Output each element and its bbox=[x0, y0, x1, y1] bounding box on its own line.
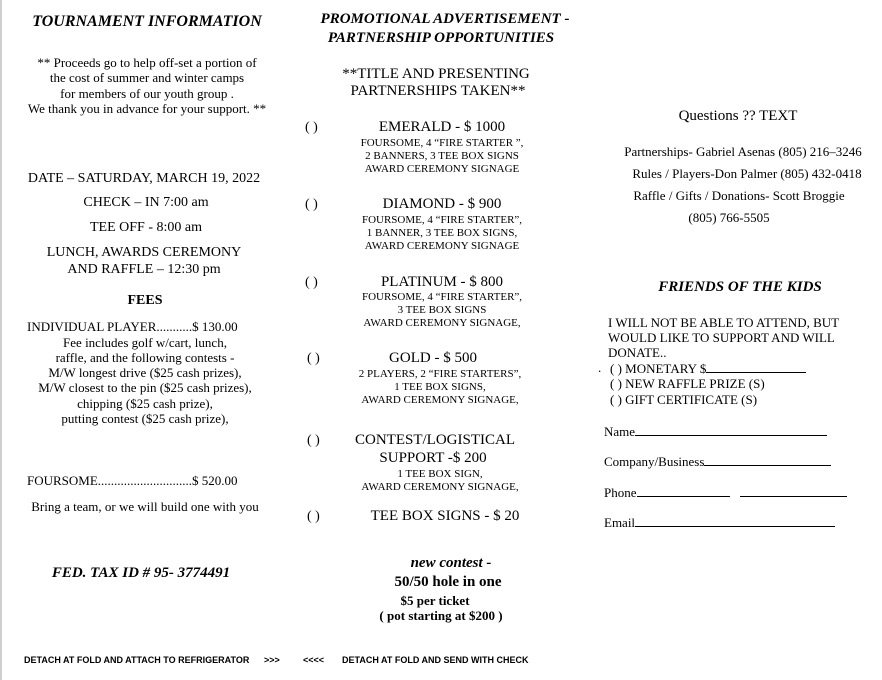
gold-tier: GOLD - $ 500 bbox=[389, 350, 477, 366]
phone-field[interactable] bbox=[604, 485, 847, 501]
phone-line-1[interactable] bbox=[637, 485, 730, 497]
arrows-left: <<<< bbox=[303, 655, 325, 665]
monetary-option[interactable] bbox=[610, 361, 806, 377]
proceeds-line-1: ** Proceeds go to help off-set a portion of bbox=[37, 55, 257, 70]
contest-detail-2: AWARD CEREMONY SIGNAGE, bbox=[361, 481, 519, 493]
company-line[interactable] bbox=[704, 454, 831, 466]
hole-in-one-title: 50/50 hole in one bbox=[394, 574, 502, 590]
platinum-checkbox[interactable]: ( ) bbox=[305, 275, 318, 290]
name-field[interactable] bbox=[604, 424, 827, 440]
tournament-info-title: TOURNAMENT INFORMATION bbox=[32, 13, 262, 30]
phone-line-2[interactable] bbox=[740, 485, 847, 497]
raffle-prize-option[interactable]: ( ) NEW RAFFLE PRIZE (S) bbox=[610, 376, 765, 391]
contest-tier-line-2: SUPPORT -$ 200 bbox=[379, 450, 487, 466]
fee-detail-4: M/W closest to the pin ($25 cash prizes), bbox=[38, 380, 252, 395]
company-field[interactable] bbox=[604, 454, 831, 470]
bring-team-note: Bring a team, or we will build one with you bbox=[31, 499, 259, 514]
emerald-detail-3: AWARD CEREMONY SIGNAGE bbox=[364, 163, 520, 175]
gift-certificate-option[interactable]: ( ) GIFT CERTIFICATE (S) bbox=[610, 392, 758, 407]
donate-line-3: DONATE.. bbox=[608, 345, 667, 360]
pot-starting: ( pot starting at $200 ) bbox=[379, 608, 503, 623]
name-label: Name bbox=[604, 424, 636, 439]
diamond-detail-1: FOURSOME, 4 “FIRE STARTER”, bbox=[361, 214, 523, 226]
platinum-detail-2: 3 TEE BOX SIGNS bbox=[397, 304, 487, 316]
lunch-line-1: LUNCH, AWARDS CEREMONY bbox=[46, 245, 242, 260]
bullet-dot: . bbox=[598, 360, 602, 375]
fee-detail-1: Fee includes golf w/cart, lunch, bbox=[63, 335, 227, 350]
phone-label: Phone bbox=[604, 485, 637, 500]
platinum-detail-1: FOURSOME, 4 “FIRE STARTER”, bbox=[361, 291, 523, 303]
ticket-price: $5 per ticket bbox=[400, 593, 470, 608]
company-label: Company/Business bbox=[604, 454, 705, 469]
teeoff-time: TEE OFF - 8:00 am bbox=[90, 220, 202, 235]
diamond-detail-2: 1 BANNER, 3 TEE BOX SIGNS, bbox=[366, 227, 518, 239]
diamond-checkbox[interactable]: ( ) bbox=[305, 197, 318, 212]
promo-title-line-1: PROMOTIONAL ADVERTISEMENT - bbox=[320, 11, 570, 27]
diamond-detail-3: AWARD CEREMONY SIGNAGE bbox=[364, 240, 520, 252]
fees-heading: FEES bbox=[127, 293, 163, 308]
detach-right-instruction: DETACH AT FOLD AND SEND WITH CHECK bbox=[342, 655, 529, 665]
detach-left-instruction: DETACH AT FOLD AND ATTACH TO REFRIGERATOR bbox=[24, 655, 250, 665]
donate-line-2: WOULD LIKE TO SUPPORT AND WILL bbox=[608, 330, 835, 345]
teebox-checkbox[interactable]: ( ) bbox=[307, 509, 320, 524]
new-contest-label: new contest - bbox=[410, 555, 492, 571]
checkin-time: CHECK – IN 7:00 am bbox=[83, 195, 209, 210]
event-date: DATE – SATURDAY, MARCH 19, 2022 bbox=[27, 171, 261, 186]
foursome-fee: FOURSOME.............................$ 520.00 bbox=[27, 473, 238, 488]
proceeds-line-2: the cost of summer and winter camps bbox=[49, 70, 245, 85]
platinum-tier: PLATINUM - $ 800 bbox=[380, 274, 504, 290]
contact-rules: Rules / Players-Don Palmer (805) 432-0418 bbox=[632, 166, 862, 181]
platinum-detail-3: AWARD CEREMONY SIGNAGE, bbox=[363, 317, 521, 329]
fee-detail-3: M/W longest drive ($25 cash prizes), bbox=[48, 365, 242, 380]
teebox-tier: TEE BOX SIGNS - $ 20 bbox=[370, 508, 520, 524]
email-field[interactable] bbox=[604, 515, 835, 531]
monetary-amount-line[interactable] bbox=[706, 361, 806, 373]
email-line[interactable] bbox=[635, 515, 835, 527]
fee-detail-5: chipping ($25 cash prize), bbox=[77, 396, 213, 411]
page-edge bbox=[0, 0, 2, 680]
contact-raffle-phone: (805) 766-5505 bbox=[688, 210, 770, 225]
gold-checkbox[interactable]: ( ) bbox=[307, 351, 320, 366]
proceeds-line-4: We thank you in advance for your support. ** bbox=[27, 101, 267, 116]
proceeds-line-3: for members of our youth group . bbox=[60, 86, 234, 101]
contest-checkbox[interactable]: ( ) bbox=[307, 433, 320, 448]
promo-title-line-2: PARTNERSHIP OPPORTUNITIES bbox=[327, 30, 555, 46]
diamond-tier: DIAMOND - $ 900 bbox=[382, 196, 502, 212]
tax-id: FED. TAX ID # 95- 3774491 bbox=[51, 565, 231, 581]
name-line[interactable] bbox=[635, 424, 827, 436]
fee-detail-6: putting contest ($25 cash prize), bbox=[61, 411, 229, 426]
gold-detail-2: 1 TEE BOX SIGNS, bbox=[394, 381, 486, 393]
gold-detail-3: AWARD CEREMONY SIGNAGE, bbox=[361, 394, 519, 406]
gold-detail-1: 2 PLAYERS, 2 “FIRE STARTERS”, bbox=[358, 368, 522, 380]
friends-title: FRIENDS OF THE KIDS bbox=[658, 279, 822, 295]
emerald-detail-2: 2 BANNERS, 3 TEE BOX SIGNS bbox=[365, 150, 519, 162]
emerald-tier: EMERALD - $ 1000 bbox=[378, 119, 506, 135]
email-label: Email bbox=[604, 515, 636, 530]
arrows-right: >>> bbox=[264, 655, 280, 665]
fee-detail-2: raffle, and the following contests - bbox=[55, 350, 235, 365]
taken-line-2: PARTNERSHIPS TAKEN** bbox=[350, 83, 526, 99]
contest-detail-1: 1 TEE BOX SIGN, bbox=[397, 468, 483, 480]
contact-raffle: Raffle / Gifts / Donations- Scott Broggie bbox=[633, 188, 845, 203]
contest-tier-line-1: CONTEST/LOGISTICAL bbox=[355, 432, 515, 448]
taken-line-1: **TITLE AND PRESENTING bbox=[342, 66, 530, 82]
individual-player-fee: INDIVIDUAL PLAYER...........$ 130.00 bbox=[27, 319, 238, 334]
emerald-checkbox[interactable]: ( ) bbox=[305, 120, 318, 135]
emerald-detail-1: FOURSOME, 4 “FIRE STARTER ”, bbox=[360, 137, 524, 149]
donate-line-1: I WILL NOT BE ABLE TO ATTEND, BUT bbox=[608, 315, 840, 330]
monetary-label: ( ) MONETARY $ bbox=[610, 361, 707, 376]
contact-partnerships: Partnerships- Gabriel Asenas (805) 216–3246 bbox=[624, 144, 862, 159]
questions-heading: Questions ?? TEXT bbox=[678, 108, 798, 124]
lunch-line-2: AND RAFFLE – 12:30 pm bbox=[67, 262, 221, 277]
